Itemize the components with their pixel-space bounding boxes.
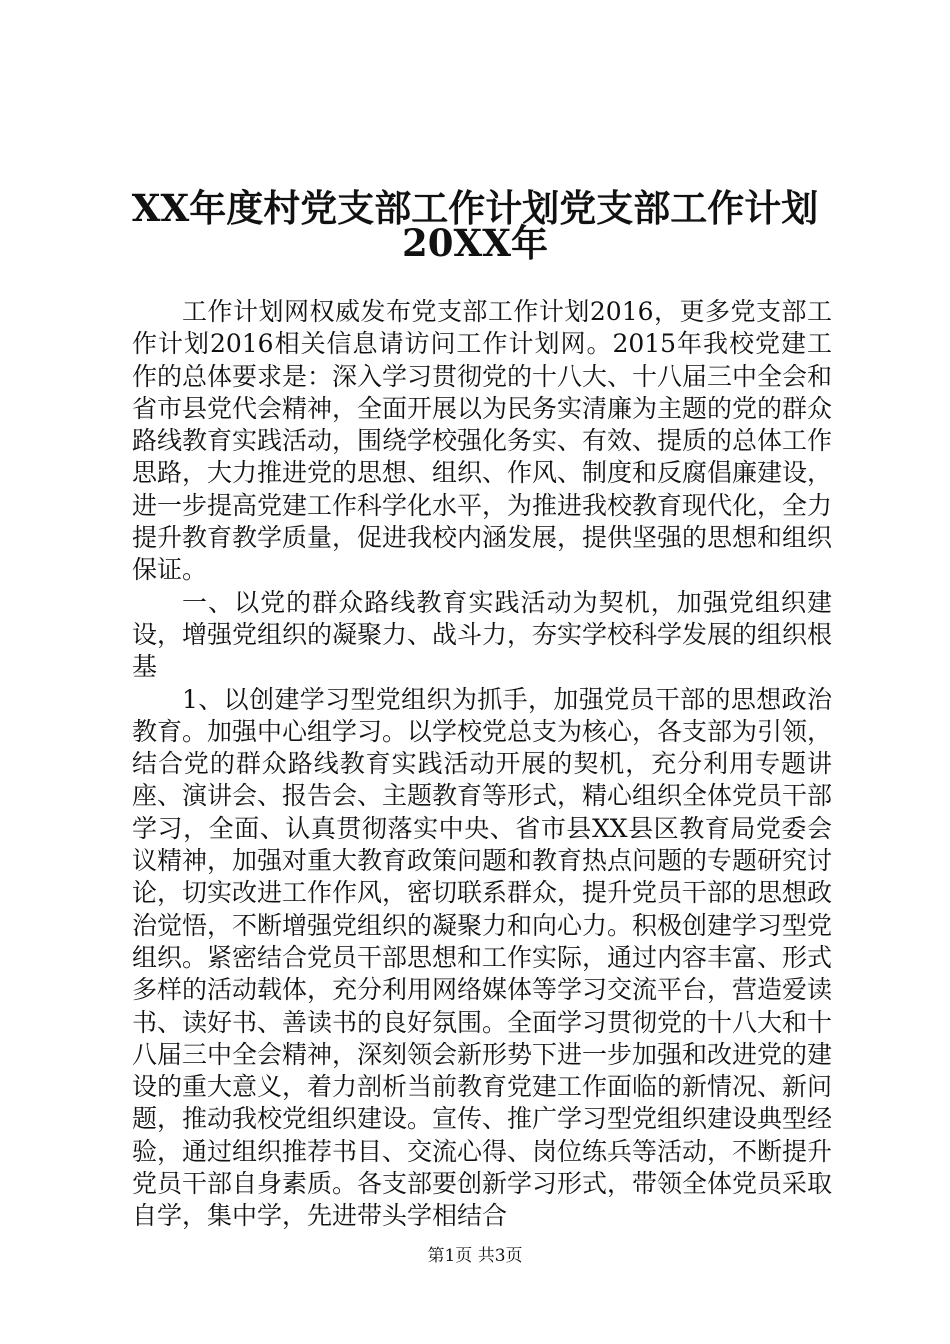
paragraph-intro: 工作计划网权威发布党支部工作计划2016，更多党支部工作计划2016相关信息请访问工作计划网。2015年我校党建工作的总体要求是：深入学习贯彻党的十八大、十八届三中全会和省市县党代会精神，全面开展以为民务实清廉为主题的党的群众路线教育实践活动，围绕学校强化务实、有效、提质的总体工作思路，大力推进党的思想、组织、作风、制度和反腐倡廉建设，进一步提高党建工作科学化水平，为推进我校教育现代化，全力提升教育教学质量，促进我校内涵发展，提供坚强的思想和组织保证。 (132, 297, 833, 585)
document-body (132, 296, 832, 1233)
document-title-line-2: 20XX年 (402, 221, 548, 265)
paragraph-item-one: 1、以创建学习型党组织为抓手，加强党员干部的思想政治教育。加强中心组学习。以学校党总支为核心，各支部为引领，结合党的群众路线教育实践活动开展的契机，充分利用专题讲座、演讲会、报告会、主题教育等形式，精心组织全体党员干部学习，全面、认真贯彻落实中央、省市县XX县区教育局党委会议精神，加强对重大教育政策问题和教育热点问题的专题研究讨论，切实改进工作作风，密切联系群众，提升党员干部的思想政治觉悟，不断增强党组织的凝聚力和向心力。积极创建学习型党组织。紧密结合党员干部思想和工作实际，通过内容丰富、形式多样的活动载体，充分利用网络媒体等学习交流平台，营造爱读书、读好书、善读书的良好氛围。全面学习贯彻党的十八大和十八届三中全会精神，深刻领会新形势下进一步加强和改进党的建设的重大意义，着力剖析当前教育党建工作面临的新情况、新问题，推动我校党组织建设。宣传、推广学习型党组织建设典型经验，通过组织推荐书目、交流心得、岗位练兵等活动，不断提升党员干部自身素质。各支部要创新学习形式，带领全体党员采取自学，集中学，先进带头学相结合 (132, 684, 833, 1231)
document-title-line-1: XX年度村党支部工作计划党支部工作计划 (131, 186, 819, 230)
paragraph-section-one: 一、以党的群众路线教育实践活动为契机，加强党组织建设，增强党组织的凝聚力、战斗力，夯实学校科学发展的组织根基 (132, 587, 833, 682)
page-footer: 第1页 共3页 (427, 1246, 523, 1266)
